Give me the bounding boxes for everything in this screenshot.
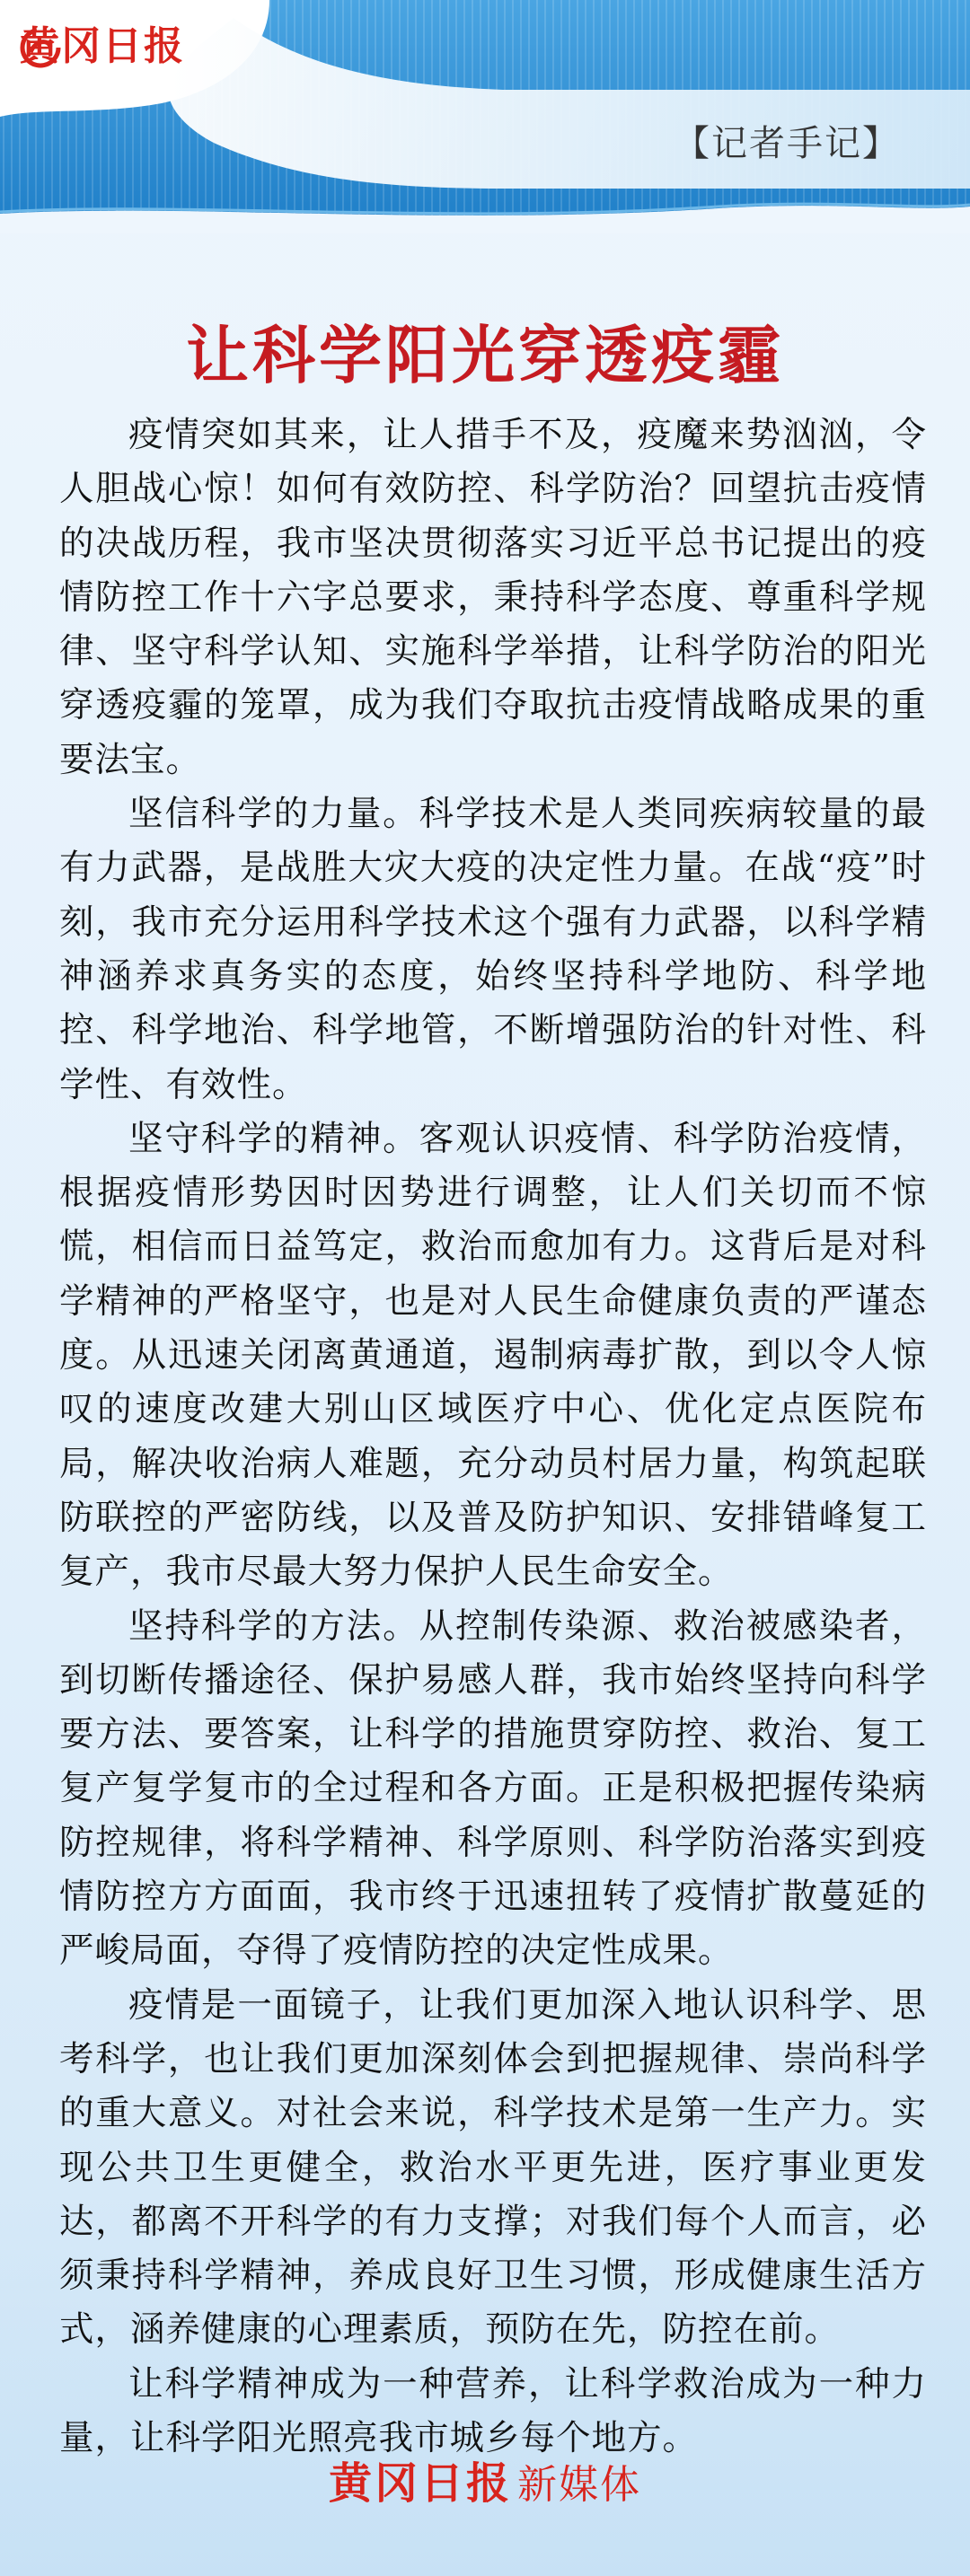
article-title: 让科学阳光穿透疫霾 — [186, 317, 784, 392]
footer-brand: 黄冈日报 — [328, 2458, 512, 2509]
paragraph-5: 疫情是一面镜子，让我们更加深入地认识科学、思考科学，也让我们更加深刻体会到把握规律、崇尚科学的重大意义。对社会来说，科学技术是第一生产力。实现公共卫生更健全，救治水平更先进，医疗事业更发达，都离不开科学的有力支撑；对我们每个人而言，必须秉持科学精神，养成良好卫生习惯，形成健康生活方式，涵养健康的心理素质，预防在先，防控在前。 — [59, 1984, 927, 2351]
footer-logo — [0, 2458, 970, 2509]
column-tag: 【记者手记】 — [674, 123, 900, 164]
paragraph-2: 坚信科学的力量。科学技术是人类同疾病较量的最有力武器，是战胜大灾大疫的决定性力量。在战“疫”时刻，我市充分运用科学技术这个强有力武器，以科学精神涵养求真务实的态度，始终坚持科学地防、科学地控、科学地治、科学地管，不断增强防治的针对性、科学性、有效性。 — [59, 794, 927, 1105]
paragraph-3: 坚守科学的精神。客观认识疫情、科学防治疫情，根据疫情形势因时因势进行调整，让人们关切而不惊慌，相信而日益笃定，救治而愈加有力。这背后是对科学精神的严格坚守，也是对人民生命健康负责的严谨态度。从迅速关闭离黄通道，遏制病毒扩散，到以令人惊叹的速度改建大别山区域医疗中心、优化定点医院布局，解决收治病人难题，充分动员村居力量，构筑起联防联控的严密防线，以及普及防护知识、安排错峰复工复产，我市尽最大努力保护人民生命安全。 — [59, 1118, 927, 1593]
brand-logo — [20, 23, 185, 69]
footer-suffix: 新媒体 — [517, 2462, 641, 2508]
paragraph-1: 疫情突如其来，让人措手不及，疫魔来势汹汹，令人胆战心惊！如何有效防控、科学防治？回望抗击疫情的决战历程，我市坚决贯彻落实习近平总书记提出的疫情防控工作十六字总要求，秉持科学态度、尊重科学规律、坚守科学认知、实施科学举措，让科学防治的阳光穿透疫霾的笼罩，成为我们夺取抗击疫情战略成果的重要法宝。 — [59, 415, 927, 780]
brand-swirl-icon — [20, 27, 61, 68]
header-banner — [0, 0, 970, 233]
paragraph-6: 让科学精神成为一种营养，让科学救治成为一种力量，让科学阳光照亮我市城乡每个地方。 — [59, 2363, 927, 2458]
paragraph-4: 坚持科学的方法。从控制传染源、救治被感染者，到切断传播途径、保护易感人群，我市始终坚持向科学要方法、要答案，让科学的措施贯穿防控、救治、复工复产复学复市的全过程和各方面。正是积极把握传染病防控规律，将科学精神、科学原则、科学防治落实到疫情防控方方面面，我市终于迅速扭转了疫情扩散蔓延的严峻局面，夺得了疫情防控的决定性成果。 — [59, 1605, 927, 1972]
brand-name: 黄冈日报 — [20, 23, 185, 69]
article-body — [59, 409, 927, 2466]
